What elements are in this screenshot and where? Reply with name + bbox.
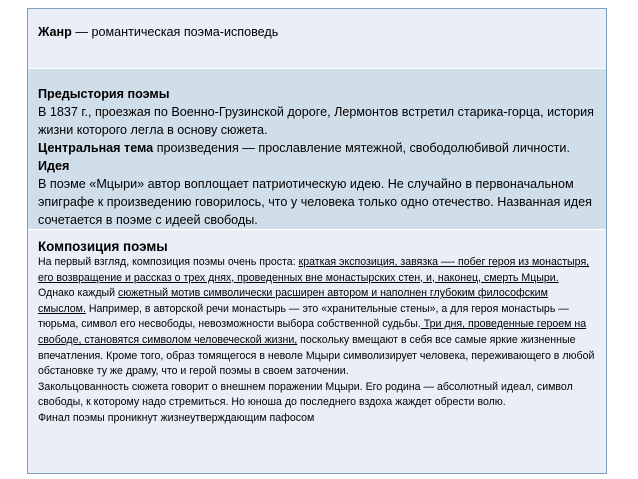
composition-paragraph-1 [38, 255, 598, 380]
composition-text-b: Однако каждый [38, 287, 119, 300]
idea-text: В поэме «Мцыри» автор воплощает патриотическую идею. Не случайно в первоначальном эпиграфе к произведению говорилось, что у человека только одно отечество. Названная идея сочетается в поэме с идеей свободы. [38, 177, 592, 227]
composition-underlined-2: сюжетный мотив символически расширен автором и наполнен глубоким философским смыслом. [38, 287, 548, 315]
genre-dash: — [71, 25, 92, 39]
theme-line [38, 139, 598, 157]
composition-text-c: Например, в авторской речи монастырь — это «хранительные стены», а для героя монастырь — тюрьма, символ его несвободы, невозможности выбора собственной судьбы. [38, 302, 569, 331]
composition-text-a: На первый взгляд, композиция поэмы очень проста: [38, 256, 299, 268]
prehistory-heading: Предыстория поэмы [38, 87, 170, 101]
composition-row [28, 230, 606, 473]
genre-row [28, 9, 606, 69]
composition-underlined-3: Три дня, проведенные героем на свободе, становятся символом человеческой жизни, [38, 318, 587, 346]
idea-label: Идея [38, 159, 70, 173]
prehistory-row [28, 69, 606, 230]
composition-heading: Композиция поэмы [38, 239, 168, 254]
genre-label: Жанр [38, 25, 72, 39]
genre-value: романтическая поэма-исповедь [91, 25, 279, 39]
composition-paragraph-3: Финал поэмы проникнут жизнеутверждающим пафосом [38, 411, 315, 424]
genre-line [38, 23, 598, 41]
composition-underlined-1: краткая экспозиция, завязка —- побег героя из монастыря, его возвращение и рассказ о трех днях, проведенных вне монастырских стен, и, наконец, смерть Мцыри. [38, 256, 590, 284]
content-table [27, 8, 607, 474]
theme-text: произведения — прославление мятежной, свободолюбивой личности. [153, 141, 570, 155]
theme-label: Центральная тема [38, 141, 154, 155]
composition-paragraph-2: Закольцованность сюжета говорит о внешнем поражении Мцыри. Его родина — абсолютный идеал, символ свободы, к которому надо стремиться. Но юноша до последнего вздоха жаждет обрести волю. [38, 380, 573, 409]
prehistory-text: В 1837 г., проезжая по Военно-Грузинской дороге, Лермонтов встретил старика-горца, история жизни которого легла в основу сюжета. [38, 105, 594, 137]
composition-text-d: поскольку вмещают в себя все самые яркие жизненные впечатления. Кроме того, образ томящегося в неволе Мцыри символизирует человека, переживающего в любой обстановке ту же драму, что и герой поэмы в своем заточении. [38, 333, 595, 378]
